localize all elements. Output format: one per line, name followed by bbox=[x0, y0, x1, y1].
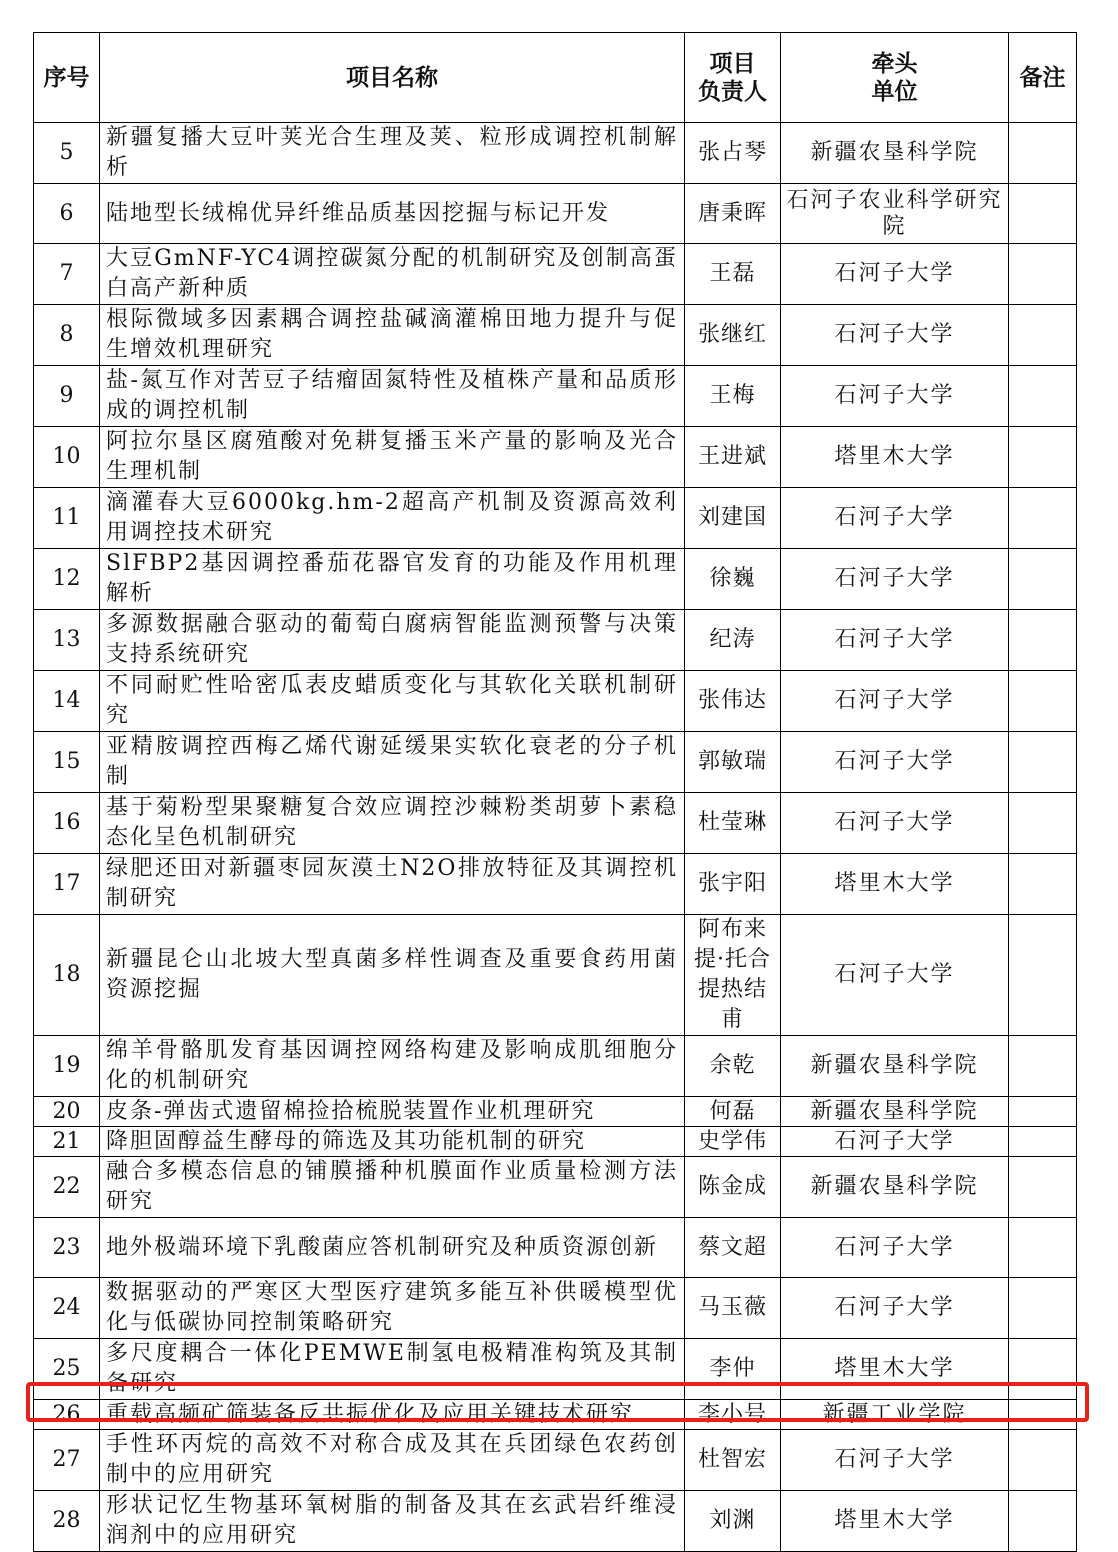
table-row bbox=[34, 427, 1077, 488]
table-row bbox=[34, 1036, 1077, 1097]
header-project-name: 项目名称 bbox=[100, 33, 685, 123]
lead-unit: 新疆农垦科学院 bbox=[781, 1097, 1009, 1127]
project-name: 滴灌春大豆6000kg.hm-2超高产机制及资源高效利用调控技术研究 bbox=[100, 488, 685, 549]
project-leader: 陈金成 bbox=[685, 1157, 781, 1218]
note-cell bbox=[1009, 184, 1077, 244]
table-row bbox=[34, 854, 1077, 915]
row-index: 23 bbox=[34, 1218, 100, 1278]
project-leader: 杜智宏 bbox=[685, 1430, 781, 1491]
note-cell bbox=[1009, 123, 1077, 184]
row-index: 27 bbox=[34, 1430, 100, 1491]
table-row bbox=[34, 1400, 1077, 1430]
row-index: 14 bbox=[34, 671, 100, 732]
note-cell bbox=[1009, 854, 1077, 915]
lead-unit: 石河子大学 bbox=[781, 366, 1009, 427]
note-cell bbox=[1009, 549, 1077, 610]
note-cell bbox=[1009, 610, 1077, 671]
row-index: 19 bbox=[34, 1036, 100, 1097]
project-name: 新疆复播大豆叶荚光合生理及荚、粒形成调控机制解析 bbox=[100, 123, 685, 184]
project-leader: 王进斌 bbox=[685, 427, 781, 488]
lead-unit: 新疆农垦科学院 bbox=[781, 1036, 1009, 1097]
note-cell bbox=[1009, 1430, 1077, 1491]
row-index: 8 bbox=[34, 305, 100, 366]
project-leader: 刘建国 bbox=[685, 488, 781, 549]
row-index: 5 bbox=[34, 123, 100, 184]
row-index: 24 bbox=[34, 1278, 100, 1339]
project-name: 形状记忆生物基环氧树脂的制备及其在玄武岩纤维浸润剂中的应用研究 bbox=[100, 1491, 685, 1552]
lead-unit: 新疆工业学院 bbox=[781, 1400, 1009, 1430]
row-index: 16 bbox=[34, 793, 100, 854]
table-row bbox=[34, 123, 1077, 184]
project-name: 降胆固醇益生酵母的筛选及其功能机制的研究 bbox=[100, 1127, 685, 1157]
project-name: 基于菊粉型果聚糖复合效应调控沙棘粉类胡萝卜素稳态化呈色机制研究 bbox=[100, 793, 685, 854]
header-index: 序号 bbox=[34, 33, 100, 123]
row-index: 25 bbox=[34, 1339, 100, 1400]
project-leader: 杜莹琳 bbox=[685, 793, 781, 854]
row-index: 13 bbox=[34, 610, 100, 671]
project-leader: 何磊 bbox=[685, 1097, 781, 1127]
table-row bbox=[34, 488, 1077, 549]
row-index: 7 bbox=[34, 244, 100, 305]
table-row bbox=[34, 732, 1077, 793]
project-leader: 徐巍 bbox=[685, 549, 781, 610]
project-name: 多尺度耦合一体化PEMWE制氢电极精准构筑及其制备研究 bbox=[100, 1339, 685, 1400]
table-row bbox=[34, 244, 1077, 305]
table-row bbox=[34, 1339, 1077, 1400]
note-cell bbox=[1009, 1157, 1077, 1218]
project-leader: 史学伟 bbox=[685, 1127, 781, 1157]
row-index: 21 bbox=[34, 1127, 100, 1157]
note-cell bbox=[1009, 1400, 1077, 1430]
lead-unit: 石河子大学 bbox=[781, 671, 1009, 732]
table-row bbox=[34, 184, 1077, 244]
project-leader: 李仲 bbox=[685, 1339, 781, 1400]
project-name: 地外极端环境下乳酸菌应答机制研究及种质资源创新 bbox=[100, 1218, 685, 1278]
table-row bbox=[34, 793, 1077, 854]
row-index: 12 bbox=[34, 549, 100, 610]
project-leader: 张宇阳 bbox=[685, 854, 781, 915]
lead-unit: 石河子农业科学研究院 bbox=[781, 184, 1009, 244]
project-leader: 王梅 bbox=[685, 366, 781, 427]
lead-unit: 石河子大学 bbox=[781, 1278, 1009, 1339]
note-cell bbox=[1009, 793, 1077, 854]
project-leader: 张占琴 bbox=[685, 123, 781, 184]
lead-unit: 石河子大学 bbox=[781, 793, 1009, 854]
note-cell bbox=[1009, 732, 1077, 793]
project-name: 大豆GmNF-YC4调控碳氮分配的机制研究及创制高蛋白高产新种质 bbox=[100, 244, 685, 305]
row-index: 17 bbox=[34, 854, 100, 915]
note-cell bbox=[1009, 1036, 1077, 1097]
project-name: 亚精胺调控西梅乙烯代谢延缓果实软化衰老的分子机制 bbox=[100, 732, 685, 793]
project-name: SlFBP2基因调控番茄花器官发育的功能及作用机理解析 bbox=[100, 549, 685, 610]
project-name: 新疆昆仑山北坡大型真菌多样性调查及重要食药用菌资源挖掘 bbox=[100, 915, 685, 1036]
project-name: 根际微域多因素耦合调控盐碱滴灌棉田地力提升与促生增效机理研究 bbox=[100, 305, 685, 366]
lead-unit: 新疆农垦科学院 bbox=[781, 1157, 1009, 1218]
note-cell bbox=[1009, 1097, 1077, 1127]
table-row bbox=[34, 1097, 1077, 1127]
project-leader: 蔡文超 bbox=[685, 1218, 781, 1278]
lead-unit: 塔里木大学 bbox=[781, 427, 1009, 488]
project-leader: 余乾 bbox=[685, 1036, 781, 1097]
lead-unit: 新疆农垦科学院 bbox=[781, 123, 1009, 184]
project-leader: 马玉薇 bbox=[685, 1278, 781, 1339]
table-row bbox=[34, 1157, 1077, 1218]
header-row bbox=[34, 33, 1077, 123]
row-index: 15 bbox=[34, 732, 100, 793]
table-row bbox=[34, 305, 1077, 366]
table-row bbox=[34, 1127, 1077, 1157]
note-cell bbox=[1009, 1491, 1077, 1552]
row-index: 28 bbox=[34, 1491, 100, 1552]
note-cell bbox=[1009, 244, 1077, 305]
project-leader: 李小号 bbox=[685, 1400, 781, 1430]
project-name: 阿拉尔垦区腐殖酸对免耕复播玉米产量的影响及光合生理机制 bbox=[100, 427, 685, 488]
project-name: 皮条-弹齿式遗留棉捡拾梳脱装置作业机理研究 bbox=[100, 1097, 685, 1127]
project-leader: 郭敏瑞 bbox=[685, 732, 781, 793]
note-cell bbox=[1009, 305, 1077, 366]
row-index: 18 bbox=[34, 915, 100, 1036]
table-row bbox=[34, 1430, 1077, 1491]
note-cell bbox=[1009, 915, 1077, 1036]
project-leader: 刘渊 bbox=[685, 1491, 781, 1552]
table-row bbox=[34, 671, 1077, 732]
lead-unit: 塔里木大学 bbox=[781, 1491, 1009, 1552]
row-index: 11 bbox=[34, 488, 100, 549]
note-cell bbox=[1009, 1278, 1077, 1339]
table-row bbox=[34, 549, 1077, 610]
row-index: 22 bbox=[34, 1157, 100, 1218]
table-row bbox=[34, 1278, 1077, 1339]
project-leader: 张继红 bbox=[685, 305, 781, 366]
lead-unit: 石河子大学 bbox=[781, 610, 1009, 671]
lead-unit: 石河子大学 bbox=[781, 732, 1009, 793]
row-index: 20 bbox=[34, 1097, 100, 1127]
lead-unit: 石河子大学 bbox=[781, 915, 1009, 1036]
lead-unit: 石河子大学 bbox=[781, 1218, 1009, 1278]
project-leader: 阿布来提·托合提热结甫 bbox=[685, 915, 781, 1036]
lead-unit: 塔里木大学 bbox=[781, 1339, 1009, 1400]
table-row bbox=[34, 1491, 1077, 1552]
project-table bbox=[33, 32, 1077, 1552]
note-cell bbox=[1009, 671, 1077, 732]
lead-unit: 石河子大学 bbox=[781, 1127, 1009, 1157]
lead-unit: 石河子大学 bbox=[781, 1430, 1009, 1491]
lead-unit: 石河子大学 bbox=[781, 549, 1009, 610]
note-cell bbox=[1009, 1339, 1077, 1400]
lead-unit: 石河子大学 bbox=[781, 488, 1009, 549]
project-name: 盐-氮互作对苦豆子结瘤固氮特性及植株产量和品质形成的调控机制 bbox=[100, 366, 685, 427]
note-cell bbox=[1009, 1218, 1077, 1278]
project-name: 不同耐贮性哈密瓜表皮蜡质变化与其软化关联机制研究 bbox=[100, 671, 685, 732]
project-name: 手性环丙烷的高效不对称合成及其在兵团绿色农药创制中的应用研究 bbox=[100, 1430, 685, 1491]
note-cell bbox=[1009, 1127, 1077, 1157]
project-name: 重载高频矿筛装备反共振优化及应用关键技术研究 bbox=[100, 1400, 685, 1430]
note-cell bbox=[1009, 427, 1077, 488]
table-row bbox=[34, 915, 1077, 1036]
project-name: 数据驱动的严寒区大型医疗建筑多能互补供暖模型优化与低碳协同控制策略研究 bbox=[100, 1278, 685, 1339]
project-name: 绵羊骨骼肌发育基因调控网络构建及影响成肌细胞分化的机制研究 bbox=[100, 1036, 685, 1097]
note-cell bbox=[1009, 488, 1077, 549]
row-index: 6 bbox=[34, 184, 100, 244]
header-note: 备注 bbox=[1009, 33, 1077, 123]
project-leader: 纪涛 bbox=[685, 610, 781, 671]
note-cell bbox=[1009, 366, 1077, 427]
project-leader: 唐秉晖 bbox=[685, 184, 781, 244]
project-name: 陆地型长绒棉优异纤维品质基因挖掘与标记开发 bbox=[100, 184, 685, 244]
lead-unit: 塔里木大学 bbox=[781, 854, 1009, 915]
row-index: 9 bbox=[34, 366, 100, 427]
table-row bbox=[34, 610, 1077, 671]
project-leader: 张伟达 bbox=[685, 671, 781, 732]
lead-unit: 石河子大学 bbox=[781, 305, 1009, 366]
header-unit: 牵头 单位 bbox=[781, 33, 1009, 123]
row-index: 10 bbox=[34, 427, 100, 488]
header-leader: 项目 负责人 bbox=[685, 33, 781, 123]
table-row bbox=[34, 366, 1077, 427]
project-name: 融合多模态信息的铺膜播种机膜面作业质量检测方法研究 bbox=[100, 1157, 685, 1218]
project-name: 绿肥还田对新疆枣园灰漠土N2O排放特征及其调控机制研究 bbox=[100, 854, 685, 915]
project-leader: 王磊 bbox=[685, 244, 781, 305]
row-index: 26 bbox=[34, 1400, 100, 1430]
project-name: 多源数据融合驱动的葡萄白腐病智能监测预警与决策支持系统研究 bbox=[100, 610, 685, 671]
table-row bbox=[34, 1218, 1077, 1278]
lead-unit: 石河子大学 bbox=[781, 244, 1009, 305]
